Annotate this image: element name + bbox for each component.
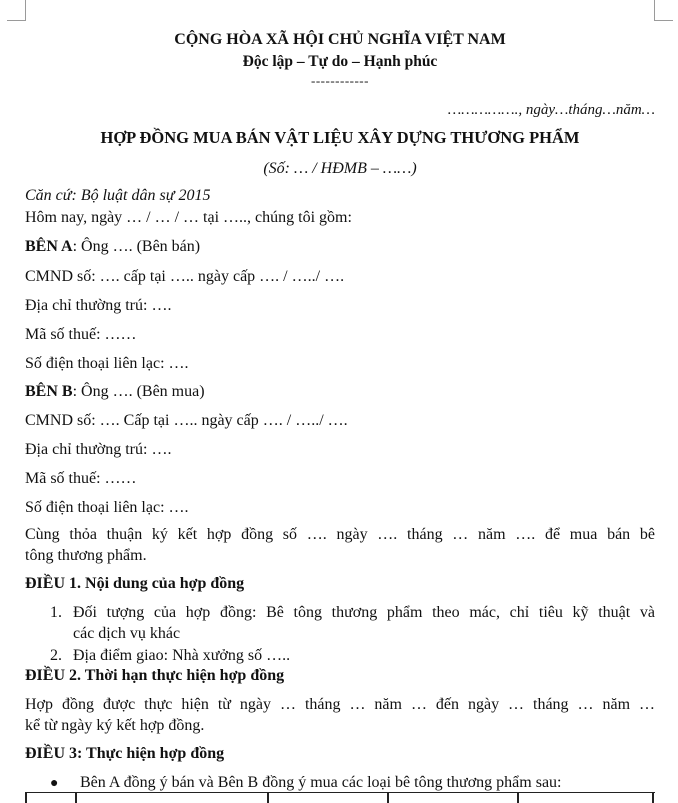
crop-mark-top-right — [654, 0, 673, 21]
article-2-line-2: kể từ ngày ký kết hợp đồng. — [25, 717, 205, 734]
article-3-heading: ĐIỀU 3: Thực hiện hợp đồng — [25, 745, 225, 762]
item-1-line-2: các dịch vụ khác — [73, 625, 181, 642]
party-a-id: CMND số: …. cấp tại ….. ngày cấp …. / …../ …. — [25, 268, 345, 285]
party-b-address: Địa chỉ thường trú: …. — [25, 441, 172, 458]
bullet-icon: ● — [50, 776, 59, 791]
crop-mark-top-left — [7, 0, 26, 21]
list-number: 1. — [50, 604, 62, 621]
party-a-phone: Số điện thoại liên lạc: …. — [25, 355, 189, 372]
party-a-address: Địa chỉ thường trú: …. — [25, 297, 172, 314]
national-motto: Độc lập – Tự do – Hạnh phúc — [242, 53, 438, 70]
article-2-heading: ĐIỀU 2. Thời hạn thực hiện hợp đồng — [25, 667, 285, 684]
party-a-label: BÊN A — [25, 238, 73, 255]
party-b-label: BÊN B — [25, 383, 73, 400]
party-b-phone: Số điện thoại liên lạc: …. — [25, 499, 189, 516]
legal-basis: Căn cứ: Bộ luật dân sự 2015 — [25, 187, 211, 204]
item-2-line-1: Địa điểm giao: Nhà xưởng số ….. — [73, 647, 291, 664]
date-line: ……………., ngày…tháng…năm… — [447, 102, 655, 118]
party-a-heading — [25, 238, 200, 256]
contract-number: (Số: … / HĐMB – ……) — [263, 160, 417, 177]
party-b-heading — [25, 383, 205, 401]
goods-table-top-edge — [25, 792, 655, 803]
table-cell-border — [25, 793, 27, 803]
table-cell-border — [387, 793, 389, 803]
party-b-name: : Ông …. (Bên mua) — [72, 383, 205, 400]
intro-line: Hôm nay, ngày … / … / … tại ….., chúng tôi gồm: — [25, 209, 352, 226]
contract-title: HỢP ĐỒNG MUA BÁN VẬT LIỆU XÂY DỰNG THƯƠNG PHẨM — [100, 128, 580, 147]
article-1-heading: ĐIỀU 1. Nội dung của hợp đồng — [25, 575, 245, 592]
motto-divider: ------------ — [311, 73, 369, 88]
item-1-line-1: Đối tượng của hợp đồng: Bê tông thương phẩm theo mác, chỉ tiêu kỹ thuật và — [73, 604, 655, 621]
article-3-bullet-text: Bên A đồng ý bán và Bên B đồng ý mua các loại bê tông thương phẩm sau: — [80, 774, 562, 791]
party-b-tax-code: Mã số thuế: …… — [25, 470, 137, 487]
party-a-name: : Ông …. (Bên bán) — [72, 238, 201, 255]
table-cell-border — [267, 793, 269, 803]
party-b-id: CMND số: …. Cấp tại ….. ngày cấp …. / …../ …. — [25, 412, 348, 429]
list-number: 2. — [50, 647, 62, 664]
table-cell-border — [75, 793, 77, 803]
article-2-line-1: Hợp đồng được thực hiện từ ngày … tháng … năm … đến ngày … tháng … năm … — [25, 696, 655, 713]
agreement-line-1: Cùng thỏa thuận ký kết hợp đồng số …. ngày …. tháng … năm …. để mua bán bê — [25, 526, 655, 543]
agreement-line-2: tông thương phẩm. — [25, 547, 147, 564]
table-cell-border — [652, 793, 654, 803]
country-heading: CỘNG HÒA XÃ HỘI CHỦ NGHĨA VIỆT NAM — [174, 31, 506, 48]
table-cell-border — [517, 793, 519, 803]
party-a-tax-code: Mã số thuế: …… — [25, 326, 137, 343]
